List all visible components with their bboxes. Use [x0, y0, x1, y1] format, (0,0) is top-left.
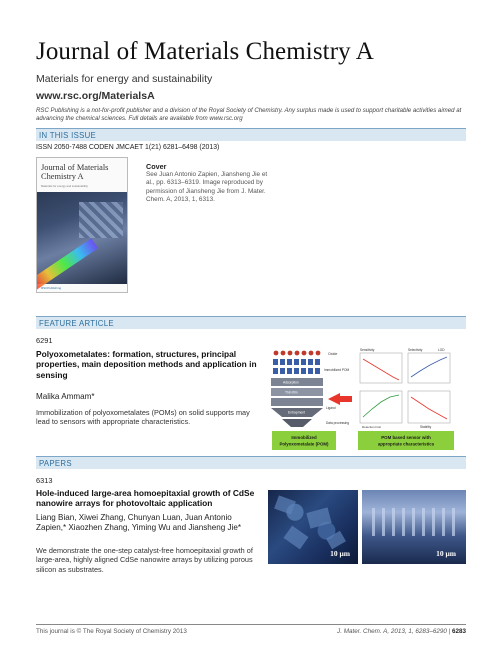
cover-art-rainbow: [36, 238, 98, 289]
label-ligand: Ligand: [326, 406, 336, 410]
cover-description: See Juan Antonio Zapien, Jiansheng Jie et al., pp. 6313–6319. Image reproduced by permission of Jiansheng Jie from J. Mater. Chem. A, 2013, 1, 6313.: [146, 171, 268, 203]
cover-image: [36, 157, 128, 293]
feature-abstract: Immobilization of polyoxometalates (POMs) on solid supports may lead to sensors with appropriate characteristics.: [36, 408, 250, 427]
footer-page-number: 6283: [451, 628, 466, 635]
pom-box-left-line2: Polyoxometalate (POM): [279, 441, 329, 447]
section-heading: IN THIS ISSUE: [39, 130, 97, 140]
label-sensitivity: Sensitivity: [360, 348, 375, 352]
cover-art-block: [79, 202, 123, 238]
feature-page-number: 6291: [36, 336, 53, 345]
sem-image-top-view: [268, 490, 358, 564]
sem-image-cross-section: [362, 490, 466, 564]
label-selectivity: Selectivity: [408, 348, 423, 352]
deposition-stack: [271, 378, 323, 427]
label-adsorption: Adsorption: [283, 380, 299, 385]
issn-line: ISSN 2050-7488 CODEN JMCAET 1(21) 6281–6498 (2013): [36, 144, 220, 151]
label-stability: Stability: [420, 425, 432, 429]
feature-article-title-link[interactable]: Polyoxometalates: formation, structures, principal properties, main deposition methods and application in sensing: [36, 349, 257, 380]
sensor-plots: [360, 353, 450, 423]
journal-subtitle: Materials for energy and sustainability: [36, 73, 213, 85]
pom-clusters: [273, 351, 320, 374]
section-heading: PAPERS: [39, 458, 72, 468]
label-lod: LOD: [438, 348, 445, 352]
pom-box-left: [272, 431, 336, 450]
paper-authors: Liang Bian, Xiwei Zhang, Chunyan Luan, Juan Antonio Zapien,* Xiaozhen Zhang, Yiming Wu and Jiansheng Jie*: [36, 513, 242, 532]
label-detection-limit: Detection limit: [362, 425, 381, 429]
feature-authors: Malika Ammam*: [36, 392, 95, 401]
label-immob: Immobilized POM: [324, 368, 350, 372]
cover-image-subtitle: Materials for energy and sustainability: [41, 184, 88, 188]
publisher-note: RSC Publishing is a not-for-profit publisher and a division of the Royal Society of Chemistry. Any surplus made is used to support charitable activities aimed at advancing the chemical sciences. Full details are available from www.rsc.org: [36, 107, 462, 123]
journal-title: Journal of Materials Chemistry A: [36, 38, 374, 65]
paper-page-number: 6313: [36, 476, 53, 485]
cover-image-title: Journal of Materials Chemistry A: [41, 163, 109, 181]
journal-url-link[interactable]: www.rsc.org/MaterialsA: [36, 90, 155, 102]
section-in-this-issue: [36, 128, 466, 141]
scale-bar-left: 10 μm: [330, 549, 350, 558]
label-oxide: Oxide: [328, 352, 338, 356]
label-data-processing: Data processing: [326, 421, 350, 425]
paper-abstract: We demonstrate the one-step catalyst-free homoepitaxial growth of large-area, highly aligned CdSe nanowire arrays by utilizing porous silicon as substrates.: [36, 546, 253, 574]
pom-box-left-line1: Immobilized: [291, 435, 317, 440]
section-feature-article: [36, 316, 466, 329]
section-heading: FEATURE ARTICLE: [39, 318, 114, 328]
pom-box-right-line2: appropriate characteristics: [377, 441, 435, 447]
cover-label: Cover: [146, 162, 167, 171]
footer-divider: [36, 624, 466, 625]
paper-title-link[interactable]: Hole-induced large-area homoepitaxial growth of CdSe nanowire arrays for photovoltaic application: [36, 488, 255, 509]
label-thin-film: Thin film: [285, 390, 298, 395]
cover-image-footer: RSCPublishing: [41, 286, 62, 290]
footer-citation-text: J. Mater. Chem. A, 2013, 1, 6283–6290 |: [337, 628, 451, 635]
scale-bar-right: 10 μm: [436, 549, 456, 558]
arrow-shape: [328, 393, 352, 405]
section-papers: [36, 456, 466, 469]
footer-citation: [337, 628, 466, 635]
cover-artwork: [37, 192, 128, 284]
label-entrapment: Entrapment: [288, 410, 306, 415]
pom-box-right-line1: POM based sensor with: [381, 435, 431, 440]
feature-toc-graphic: [268, 347, 466, 451]
pom-box-right: [358, 431, 454, 450]
footer-copyright: This journal is © The Royal Society of Chemistry 2013: [36, 628, 187, 635]
